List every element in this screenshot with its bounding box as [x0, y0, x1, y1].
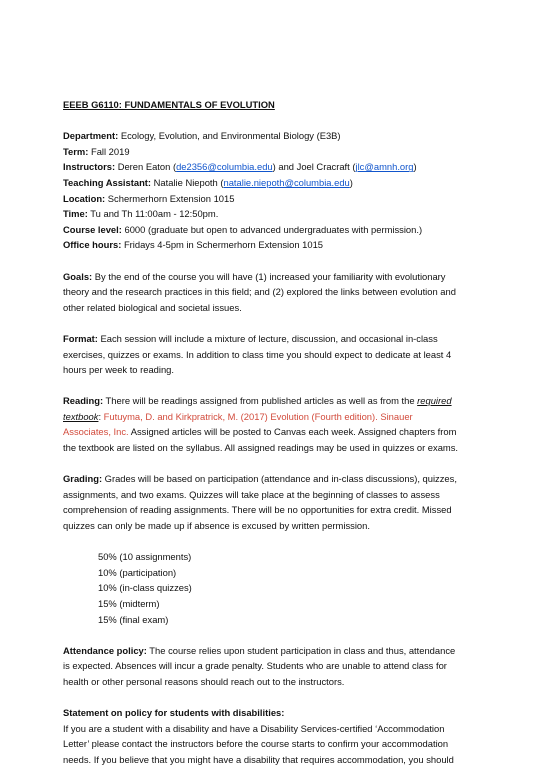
grade-breakdown-list [63, 549, 490, 627]
goals-text-3: other related biological and societal issues. [63, 301, 242, 313]
goals-label: Goals: [63, 270, 93, 282]
course-level-line [63, 222, 490, 238]
grade-item: 10% (participation) [98, 566, 177, 578]
course-title: EEEB G6110: FUNDAMENTALS OF EVOLUTION [63, 99, 275, 110]
office-hours-value: Fridays 4-5pm in Schermerhorn Extension 1015 [121, 239, 324, 251]
ta-text-pre: Natalie Niepoth ( [151, 176, 224, 188]
grading-paragraph [63, 471, 490, 533]
reading-paragraph [63, 393, 490, 455]
instructor1-email-link[interactable]: de2356@columbia.edu [176, 161, 273, 173]
grade-item: 15% (final exam) [98, 613, 169, 625]
grade-item: 50% (10 assignments) [98, 551, 192, 563]
term-value: Fall 2019 [88, 145, 130, 157]
textbook-citation-1: Futuyma, D. and Kirkpratrick, M. (2017) Evolution (Fourth edition). Sinauer [103, 410, 413, 422]
ta-line [63, 175, 490, 191]
reading-colon: : [98, 410, 104, 422]
course-level-label: Course level: [63, 223, 122, 235]
instructors-text-post: ) [413, 161, 417, 173]
location-line [63, 191, 490, 207]
disabilities-text-2: Letter’ please contact the instructors before the course starts to confirm your accommodation [63, 738, 449, 750]
reading-text-4: the textbook are listed on the syllabus. All assigned readings may be used in quizzes or exams. [63, 442, 459, 454]
goals-text-2: theory and the research practices in this field; and (2) explored the links between evolution and [63, 286, 456, 298]
grade-item: 10% (in-class quizzes) [98, 582, 192, 594]
reading-text-3: Assigned articles will be posted to Canvas each week. Assigned chapters from [128, 426, 457, 438]
format-text-2: exercises, quizzes or exams. In addition to class time you should expect to dedicate at least 4 [63, 348, 452, 360]
instructors-text-pre: Deren Eaton ( [115, 161, 177, 173]
disabilities-heading: Statement on policy for students with disabilities: [63, 707, 285, 719]
attendance-text-2: is expected. Absences will incur a grade penalty. Students who are unable to attend class for [63, 660, 447, 672]
department-line [63, 128, 490, 144]
format-label: Format: [63, 332, 98, 344]
required-textbook-link-1[interactable]: required [417, 395, 452, 407]
goals-text-1: By the end of the course you will have (1) increased your familiarity with evolutionary [92, 270, 446, 282]
instructors-line [63, 159, 490, 175]
ta-label: Teaching Assistant: [63, 176, 152, 188]
grading-text-4: quizzes can only be made up if absence is excused by written permission. [63, 520, 370, 532]
instructors-label: Instructors: [63, 161, 116, 173]
format-paragraph [63, 331, 490, 378]
office-hours-label: Office hours: [63, 239, 122, 251]
grade-item: 15% (midterm) [98, 598, 160, 609]
ta-text-post: ) [349, 176, 353, 188]
attendance-text-1: The course relies upon student participation in class and thus, attendance [146, 644, 456, 656]
grading-label: Grading: [63, 473, 103, 485]
instructors-text-mid: ) and Joel Cracraft ( [272, 161, 356, 173]
time-value: Tu and Th 11:00am - 12:50pm. [87, 208, 219, 220]
grading-text-1: Grades will be based on participation (attendance and in-class discussions), quizzes, [102, 473, 457, 485]
disabilities-paragraph [63, 721, 490, 768]
textbook-citation-2: Associates, Inc. [63, 426, 129, 438]
reading-text-1: There will be readings assigned from published articles as well as from the [103, 395, 418, 407]
ta-email-link[interactable]: natalie.niepoth@columbia.edu [223, 176, 350, 188]
department-value: Ecology, Evolution, and Environmental Biology (E3B) [118, 130, 341, 142]
location-label: Location: [63, 192, 106, 204]
grading-text-3: comprehension of reading assignments. There will be no opportunities for extra credit. Missed [63, 504, 452, 516]
format-text-3: hours per week to reading. [63, 364, 175, 376]
time-label: Time: [63, 208, 88, 220]
required-textbook-link-2[interactable]: textbook [63, 410, 99, 422]
office-hours-line [63, 237, 490, 253]
course-level-value: 6000 (graduate but open to advanced undergraduates with permission.) [121, 223, 423, 235]
attendance-paragraph [63, 643, 490, 690]
time-line [63, 206, 490, 222]
attendance-text-3: health or other personal reasons should reach out to the instructors. [63, 675, 345, 687]
location-value: Schermerhorn Extension 1015 [105, 192, 235, 204]
instructor2-email-link[interactable]: jlc@amnh.org [355, 161, 414, 173]
reading-label: Reading: [63, 395, 104, 407]
course-info-block [63, 128, 490, 253]
grading-text-2: assignments, and two exams. Quizzes will take place at the beginning of classes to assess [63, 488, 440, 500]
goals-paragraph [63, 269, 490, 316]
attendance-label: Attendance policy: [63, 644, 147, 656]
term-label: Term: [63, 145, 89, 157]
disabilities-text-1: If you are a student with a disability and have a Disability Services-certified ‘Accommodation [63, 722, 445, 734]
disabilities-text-3: needs. If you believe that you might have a disability that requires accommodation, you should [63, 753, 454, 765]
department-label: Department: [63, 130, 119, 142]
term-line [63, 144, 490, 160]
format-text-1: Each session will include a mixture of lecture, discussion, and occasional in-class [97, 332, 438, 344]
